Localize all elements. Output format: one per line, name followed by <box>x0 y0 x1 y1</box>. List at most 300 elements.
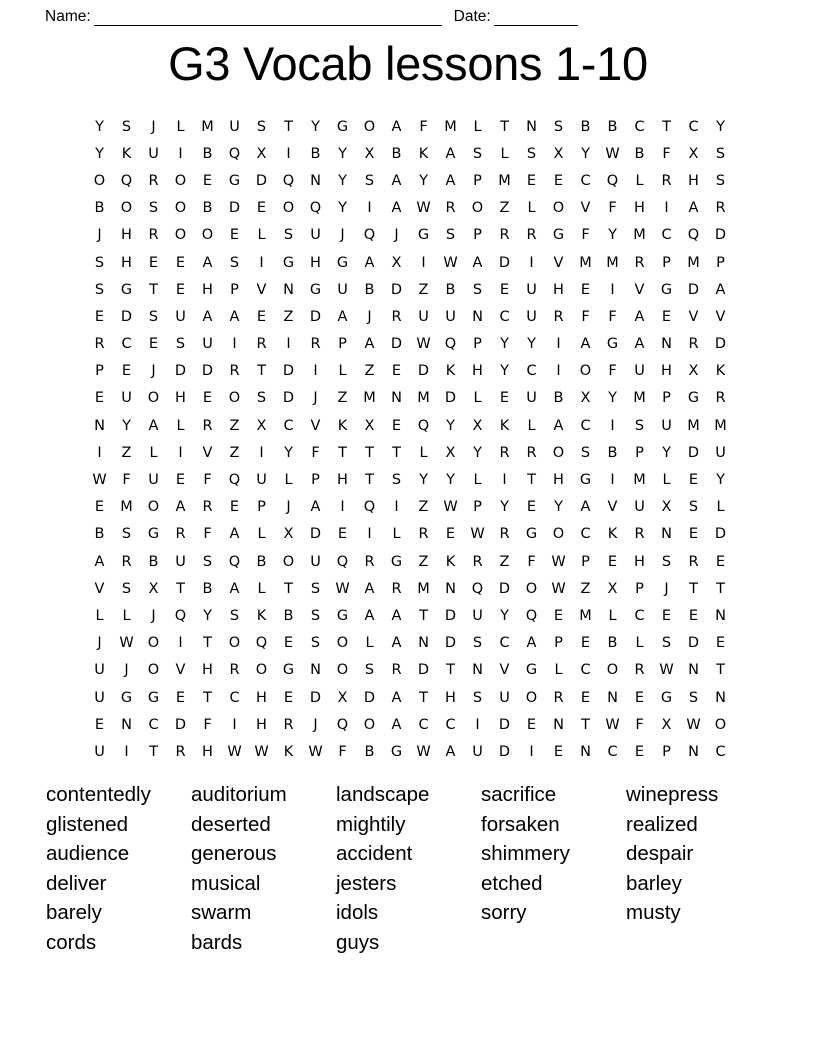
grid-cell[interactable]: D <box>687 635 700 652</box>
grid-cell[interactable]: O <box>525 689 538 706</box>
grid-cell[interactable]: V <box>94 580 105 597</box>
grid-cell[interactable]: C <box>580 172 591 189</box>
grid-cell[interactable]: J <box>340 227 345 244</box>
grid-cell[interactable]: Q <box>687 227 700 244</box>
grid-cell[interactable]: D <box>714 526 727 543</box>
grid-cell[interactable]: B <box>553 390 564 407</box>
grid-cell[interactable]: H <box>202 662 213 679</box>
grid-cell[interactable]: O <box>147 390 160 407</box>
grid-cell[interactable]: I <box>556 336 561 353</box>
grid-cell[interactable]: D <box>201 363 214 380</box>
grid-cell[interactable]: S <box>148 308 159 325</box>
grid-cell[interactable]: V <box>580 200 591 217</box>
grid-cell[interactable]: R <box>310 336 321 353</box>
grid-cell[interactable]: J <box>97 227 102 244</box>
grid-cell[interactable]: Q <box>255 635 268 652</box>
grid-cell[interactable]: N <box>715 607 726 624</box>
grid-cell[interactable]: A <box>229 308 240 325</box>
grid-cell[interactable]: U <box>526 281 537 298</box>
grid-cell[interactable]: G <box>336 118 349 135</box>
grid-cell[interactable]: A <box>445 145 456 162</box>
grid-cell[interactable]: B <box>445 281 456 298</box>
grid-cell[interactable]: O <box>552 526 565 543</box>
grid-cell[interactable]: W <box>416 200 431 217</box>
grid-cell[interactable]: E <box>148 254 159 271</box>
grid-cell[interactable]: X <box>580 390 591 407</box>
grid-cell[interactable]: N <box>526 118 537 135</box>
grid-cell[interactable]: D <box>687 281 700 298</box>
grid-cell[interactable]: W <box>227 743 242 760</box>
grid-cell[interactable]: T <box>446 662 455 679</box>
grid-cell[interactable]: E <box>580 689 591 706</box>
grid-cell[interactable]: T <box>716 662 725 679</box>
grid-cell[interactable]: C <box>688 118 699 135</box>
grid-cell[interactable]: R <box>445 200 456 217</box>
grid-cell[interactable]: N <box>310 172 321 189</box>
grid-cell[interactable]: G <box>660 689 673 706</box>
grid-cell[interactable]: E <box>580 635 591 652</box>
grid-cell[interactable]: R <box>229 662 240 679</box>
grid-cell[interactable]: Z <box>580 580 591 597</box>
grid-cell[interactable]: N <box>283 281 294 298</box>
grid-cell[interactable]: R <box>175 743 186 760</box>
grid-cell[interactable]: I <box>286 145 291 162</box>
grid-cell[interactable]: F <box>581 227 590 244</box>
grid-cell[interactable]: H <box>256 689 267 706</box>
grid-cell[interactable]: E <box>688 607 699 624</box>
grid-cell[interactable]: H <box>553 472 564 489</box>
grid-cell[interactable]: V <box>202 444 213 461</box>
grid-cell[interactable]: R <box>526 227 537 244</box>
grid-cell[interactable]: H <box>121 227 132 244</box>
grid-cell[interactable]: M <box>120 499 133 516</box>
word-list-item[interactable]: musical <box>191 871 261 895</box>
grid-cell[interactable]: Y <box>95 118 104 135</box>
grid-cell[interactable]: F <box>419 118 428 135</box>
grid-cell[interactable]: U <box>499 689 510 706</box>
grid-cell[interactable]: P <box>473 499 482 516</box>
grid-cell[interactable]: I <box>529 743 534 760</box>
grid-cell[interactable]: R <box>283 716 294 733</box>
grid-cell[interactable]: J <box>664 580 669 597</box>
grid-cell[interactable]: R <box>418 526 429 543</box>
grid-cell[interactable]: D <box>390 281 403 298</box>
grid-cell[interactable]: L <box>257 580 266 597</box>
grid-cell[interactable]: V <box>175 662 186 679</box>
grid-cell[interactable]: X <box>364 145 375 162</box>
grid-cell[interactable]: D <box>444 607 457 624</box>
grid-cell[interactable]: U <box>256 472 267 489</box>
grid-cell[interactable]: E <box>526 172 537 189</box>
grid-cell[interactable]: B <box>607 635 618 652</box>
grid-cell[interactable]: M <box>633 390 646 407</box>
grid-cell[interactable]: V <box>256 281 267 298</box>
grid-cell[interactable]: Q <box>363 227 376 244</box>
grid-cell[interactable]: U <box>310 227 321 244</box>
word-list-item[interactable]: audience <box>46 842 130 866</box>
grid-cell[interactable]: H <box>310 254 321 271</box>
grid-cell[interactable]: X <box>688 363 699 380</box>
grid-cell[interactable]: A <box>634 336 645 353</box>
grid-cell[interactable]: C <box>661 227 672 244</box>
grid-cell[interactable]: R <box>391 308 402 325</box>
grid-cell[interactable]: K <box>337 417 348 434</box>
grid-cell[interactable]: R <box>202 499 213 516</box>
grid-cell[interactable]: P <box>473 336 482 353</box>
grid-cell[interactable]: W <box>443 254 458 271</box>
grid-cell[interactable]: Q <box>606 172 619 189</box>
grid-cell[interactable]: E <box>661 308 672 325</box>
grid-cell[interactable]: U <box>94 689 105 706</box>
grid-cell[interactable]: E <box>499 281 510 298</box>
grid-cell[interactable]: A <box>337 308 348 325</box>
grid-cell[interactable]: E <box>526 716 537 733</box>
grid-cell[interactable]: S <box>472 281 483 298</box>
grid-cell[interactable]: M <box>363 390 376 407</box>
grid-cell[interactable]: C <box>526 363 537 380</box>
grid-cell[interactable]: A <box>391 118 402 135</box>
grid-cell[interactable]: F <box>527 553 536 570</box>
grid-cell[interactable]: S <box>364 172 375 189</box>
grid-cell[interactable]: O <box>147 662 160 679</box>
grid-cell[interactable]: F <box>338 743 347 760</box>
grid-cell[interactable]: B <box>202 145 213 162</box>
grid-cell[interactable]: O <box>120 200 133 217</box>
grid-cell[interactable]: E <box>229 499 240 516</box>
grid-cell[interactable]: Z <box>229 444 240 461</box>
grid-cell[interactable]: A <box>580 499 591 516</box>
grid-cell[interactable]: X <box>661 499 672 516</box>
grid-cell[interactable]: Z <box>418 553 429 570</box>
word-list-item[interactable]: bards <box>191 930 243 954</box>
grid-cell[interactable]: U <box>526 390 537 407</box>
grid-cell[interactable]: G <box>282 662 295 679</box>
grid-cell[interactable]: S <box>121 580 132 597</box>
word-list-item[interactable]: sorry <box>481 901 527 925</box>
grid-cell[interactable]: E <box>715 553 726 570</box>
grid-cell[interactable]: N <box>688 662 699 679</box>
grid-cell[interactable]: H <box>121 254 132 271</box>
grid-cell[interactable]: Y <box>203 607 212 624</box>
grid-cell[interactable]: Y <box>419 172 428 189</box>
grid-cell[interactable]: Y <box>446 472 455 489</box>
grid-cell[interactable]: Y <box>473 444 482 461</box>
grid-cell[interactable]: D <box>120 308 133 325</box>
grid-cell[interactable]: L <box>392 526 401 543</box>
grid-cell[interactable]: E <box>175 254 186 271</box>
grid-cell[interactable]: I <box>313 363 318 380</box>
grid-cell[interactable]: A <box>526 635 537 652</box>
grid-cell[interactable]: Q <box>525 607 538 624</box>
grid-cell[interactable]: U <box>148 145 159 162</box>
grid-cell[interactable]: Q <box>363 499 376 516</box>
grid-cell[interactable]: A <box>472 254 483 271</box>
grid-cell[interactable]: O <box>606 662 619 679</box>
grid-cell[interactable]: O <box>552 200 565 217</box>
grid-cell[interactable]: I <box>421 254 426 271</box>
grid-cell[interactable]: F <box>608 200 617 217</box>
grid-cell[interactable]: X <box>256 417 267 434</box>
grid-cell[interactable]: U <box>715 444 726 461</box>
grid-cell[interactable]: C <box>580 417 591 434</box>
grid-cell[interactable]: D <box>390 336 403 353</box>
grid-cell[interactable]: P <box>662 743 671 760</box>
grid-cell[interactable]: R <box>688 336 699 353</box>
grid-cell[interactable]: E <box>607 553 618 570</box>
grid-cell[interactable]: R <box>94 336 105 353</box>
grid-cell[interactable]: E <box>580 281 591 298</box>
grid-cell[interactable]: B <box>580 118 591 135</box>
grid-cell[interactable]: Z <box>283 308 294 325</box>
grid-cell[interactable]: R <box>526 444 537 461</box>
grid-cell[interactable]: E <box>94 390 105 407</box>
grid-cell[interactable]: D <box>498 254 511 271</box>
grid-cell[interactable]: Y <box>419 472 428 489</box>
grid-cell[interactable]: D <box>498 743 511 760</box>
grid-cell[interactable]: O <box>174 200 187 217</box>
grid-cell[interactable]: D <box>444 635 457 652</box>
grid-cell[interactable]: T <box>527 472 536 489</box>
grid-cell[interactable]: V <box>310 417 321 434</box>
grid-cell[interactable]: R <box>229 363 240 380</box>
grid-cell[interactable]: B <box>256 553 267 570</box>
grid-cell[interactable]: F <box>203 716 212 733</box>
grid-cell[interactable]: L <box>473 472 482 489</box>
grid-cell[interactable]: F <box>608 363 617 380</box>
grid-cell[interactable]: M <box>417 580 430 597</box>
grid-cell[interactable]: B <box>364 743 375 760</box>
grid-cell[interactable]: T <box>149 743 158 760</box>
grid-cell[interactable]: L <box>527 417 536 434</box>
word-list-item[interactable]: deserted <box>191 812 271 836</box>
grid-cell[interactable]: L <box>473 118 482 135</box>
grid-cell[interactable]: N <box>580 743 591 760</box>
grid-cell[interactable]: T <box>500 118 509 135</box>
grid-cell[interactable]: M <box>444 118 457 135</box>
grid-cell[interactable]: K <box>256 607 267 624</box>
grid-cell[interactable]: R <box>553 308 564 325</box>
grid-cell[interactable]: I <box>232 716 237 733</box>
word-search-grid[interactable] <box>86 113 734 766</box>
grid-cell[interactable]: R <box>391 580 402 597</box>
grid-cell[interactable]: E <box>148 336 159 353</box>
grid-cell[interactable]: N <box>391 390 402 407</box>
grid-cell[interactable]: S <box>256 390 267 407</box>
grid-cell[interactable]: Y <box>338 172 347 189</box>
grid-cell[interactable]: S <box>175 336 186 353</box>
grid-cell[interactable]: E <box>688 526 699 543</box>
grid-cell[interactable]: E <box>94 308 105 325</box>
word-list-item[interactable]: cords <box>46 930 97 954</box>
grid-cell[interactable]: Y <box>95 145 104 162</box>
grid-cell[interactable]: T <box>257 363 266 380</box>
grid-cell[interactable]: T <box>365 444 374 461</box>
grid-cell[interactable]: G <box>390 743 403 760</box>
word-list-item[interactable]: mightily <box>336 812 406 836</box>
grid-cell[interactable]: A <box>94 553 105 570</box>
grid-cell[interactable]: K <box>121 145 132 162</box>
grid-cell[interactable]: E <box>256 200 267 217</box>
word-list-item[interactable]: generous <box>191 842 277 866</box>
grid-cell[interactable]: R <box>499 444 510 461</box>
grid-cell[interactable]: S <box>121 118 132 135</box>
grid-cell[interactable]: T <box>365 472 374 489</box>
word-list-item[interactable]: idols <box>336 901 379 925</box>
grid-cell[interactable]: D <box>444 390 457 407</box>
grid-cell[interactable]: A <box>364 254 375 271</box>
grid-cell[interactable]: D <box>417 363 430 380</box>
grid-cell[interactable]: S <box>310 580 321 597</box>
grid-cell[interactable]: I <box>610 472 615 489</box>
grid-cell[interactable]: U <box>121 390 132 407</box>
grid-cell[interactable]: O <box>174 172 187 189</box>
grid-cell[interactable]: S <box>634 417 645 434</box>
grid-cell[interactable]: X <box>391 254 402 271</box>
grid-cell[interactable]: L <box>419 444 428 461</box>
grid-cell[interactable]: U <box>472 743 483 760</box>
grid-cell[interactable]: K <box>715 363 726 380</box>
grid-cell[interactable]: I <box>664 200 669 217</box>
grid-cell[interactable]: C <box>580 526 591 543</box>
grid-cell[interactable]: L <box>257 227 266 244</box>
grid-cell[interactable]: E <box>634 743 645 760</box>
grid-cell[interactable]: Y <box>446 417 455 434</box>
grid-cell[interactable]: J <box>394 227 399 244</box>
grid-cell[interactable]: G <box>390 553 403 570</box>
grid-cell[interactable]: D <box>174 363 187 380</box>
grid-cell[interactable]: U <box>337 281 348 298</box>
grid-cell[interactable]: I <box>232 336 237 353</box>
grid-cell[interactable]: P <box>581 553 590 570</box>
grid-cell[interactable]: L <box>122 607 131 624</box>
grid-cell[interactable]: R <box>391 662 402 679</box>
grid-cell[interactable]: J <box>286 499 291 516</box>
grid-cell[interactable]: P <box>662 254 671 271</box>
grid-cell[interactable]: W <box>92 472 107 489</box>
grid-cell[interactable]: I <box>610 281 615 298</box>
grid-cell[interactable]: Z <box>418 499 429 516</box>
grid-cell[interactable]: Q <box>336 716 349 733</box>
grid-cell[interactable]: M <box>579 254 592 271</box>
grid-cell[interactable]: S <box>472 635 483 652</box>
grid-cell[interactable]: Q <box>228 145 241 162</box>
grid-cell[interactable]: Y <box>608 227 617 244</box>
grid-cell[interactable]: R <box>148 172 159 189</box>
grid-cell[interactable]: B <box>94 200 105 217</box>
grid-cell[interactable]: O <box>363 118 376 135</box>
grid-cell[interactable]: I <box>367 200 372 217</box>
grid-cell[interactable]: L <box>662 472 671 489</box>
grid-cell[interactable]: R <box>175 526 186 543</box>
grid-cell[interactable]: G <box>282 254 295 271</box>
grid-cell[interactable]: K <box>418 145 429 162</box>
grid-cell[interactable]: S <box>526 145 537 162</box>
grid-cell[interactable]: T <box>203 689 212 706</box>
grid-cell[interactable]: O <box>552 444 565 461</box>
grid-cell[interactable]: V <box>607 499 618 516</box>
grid-cell[interactable]: I <box>178 145 183 162</box>
grid-cell[interactable]: T <box>284 118 293 135</box>
grid-cell[interactable]: A <box>445 743 456 760</box>
grid-cell[interactable]: O <box>147 499 160 516</box>
grid-cell[interactable]: Z <box>418 281 429 298</box>
grid-cell[interactable]: P <box>662 390 671 407</box>
grid-cell[interactable]: T <box>662 118 671 135</box>
grid-cell[interactable]: A <box>391 689 402 706</box>
grid-cell[interactable]: P <box>473 227 482 244</box>
grid-cell[interactable]: S <box>202 553 213 570</box>
grid-cell[interactable]: D <box>363 689 376 706</box>
grid-cell[interactable]: S <box>94 254 105 271</box>
grid-cell[interactable]: V <box>499 662 510 679</box>
grid-cell[interactable]: X <box>364 417 375 434</box>
grid-cell[interactable]: Q <box>228 553 241 570</box>
grid-cell[interactable]: E <box>391 417 402 434</box>
grid-cell[interactable]: I <box>259 444 264 461</box>
grid-cell[interactable]: I <box>610 417 615 434</box>
grid-cell[interactable]: C <box>715 743 726 760</box>
grid-cell[interactable]: R <box>634 526 645 543</box>
grid-cell[interactable]: W <box>254 743 269 760</box>
grid-cell[interactable]: S <box>553 118 564 135</box>
grid-cell[interactable]: O <box>255 662 268 679</box>
grid-cell[interactable]: A <box>580 336 591 353</box>
grid-cell[interactable]: T <box>338 444 347 461</box>
grid-cell[interactable]: Y <box>554 499 563 516</box>
word-list-item[interactable]: winepress <box>626 783 719 806</box>
grid-cell[interactable]: A <box>202 308 213 325</box>
grid-cell[interactable]: R <box>715 390 726 407</box>
grid-cell[interactable]: H <box>202 743 213 760</box>
grid-cell[interactable]: Q <box>471 580 484 597</box>
grid-cell[interactable]: Q <box>282 172 295 189</box>
grid-cell[interactable]: D <box>309 526 322 543</box>
grid-cell[interactable]: N <box>121 716 132 733</box>
word-list-item[interactable]: etched <box>481 871 543 895</box>
grid-cell[interactable]: R <box>715 200 726 217</box>
grid-cell[interactable]: I <box>367 526 372 543</box>
grid-cell[interactable]: G <box>228 172 241 189</box>
grid-cell[interactable]: E <box>661 607 672 624</box>
grid-cell[interactable]: S <box>472 145 483 162</box>
grid-cell[interactable]: R <box>202 417 213 434</box>
grid-cell[interactable]: Y <box>500 607 509 624</box>
grid-cell[interactable]: N <box>661 336 672 353</box>
grid-cell[interactable]: F <box>311 444 320 461</box>
word-list-item[interactable]: swarm <box>191 901 252 925</box>
grid-cell[interactable]: P <box>635 444 644 461</box>
grid-cell[interactable]: M <box>714 417 727 434</box>
grid-cell[interactable]: O <box>363 716 376 733</box>
grid-cell[interactable]: N <box>445 580 456 597</box>
grid-cell[interactable]: R <box>688 553 699 570</box>
grid-cell[interactable]: T <box>176 580 185 597</box>
grid-cell[interactable]: H <box>472 363 483 380</box>
word-list-item[interactable]: barley <box>626 871 682 895</box>
grid-cell[interactable]: N <box>418 635 429 652</box>
word-list-item[interactable]: jesters <box>336 871 397 895</box>
grid-cell[interactable]: L <box>149 444 158 461</box>
grid-cell[interactable]: O <box>336 662 349 679</box>
grid-cell[interactable]: S <box>364 662 375 679</box>
grid-cell[interactable]: C <box>580 662 591 679</box>
grid-cell[interactable]: E <box>175 689 186 706</box>
grid-cell[interactable]: T <box>392 444 401 461</box>
grid-cell[interactable]: S <box>310 635 321 652</box>
grid-cell[interactable]: W <box>443 499 458 516</box>
grid-cell[interactable]: X <box>472 417 483 434</box>
grid-cell[interactable]: P <box>230 281 239 298</box>
